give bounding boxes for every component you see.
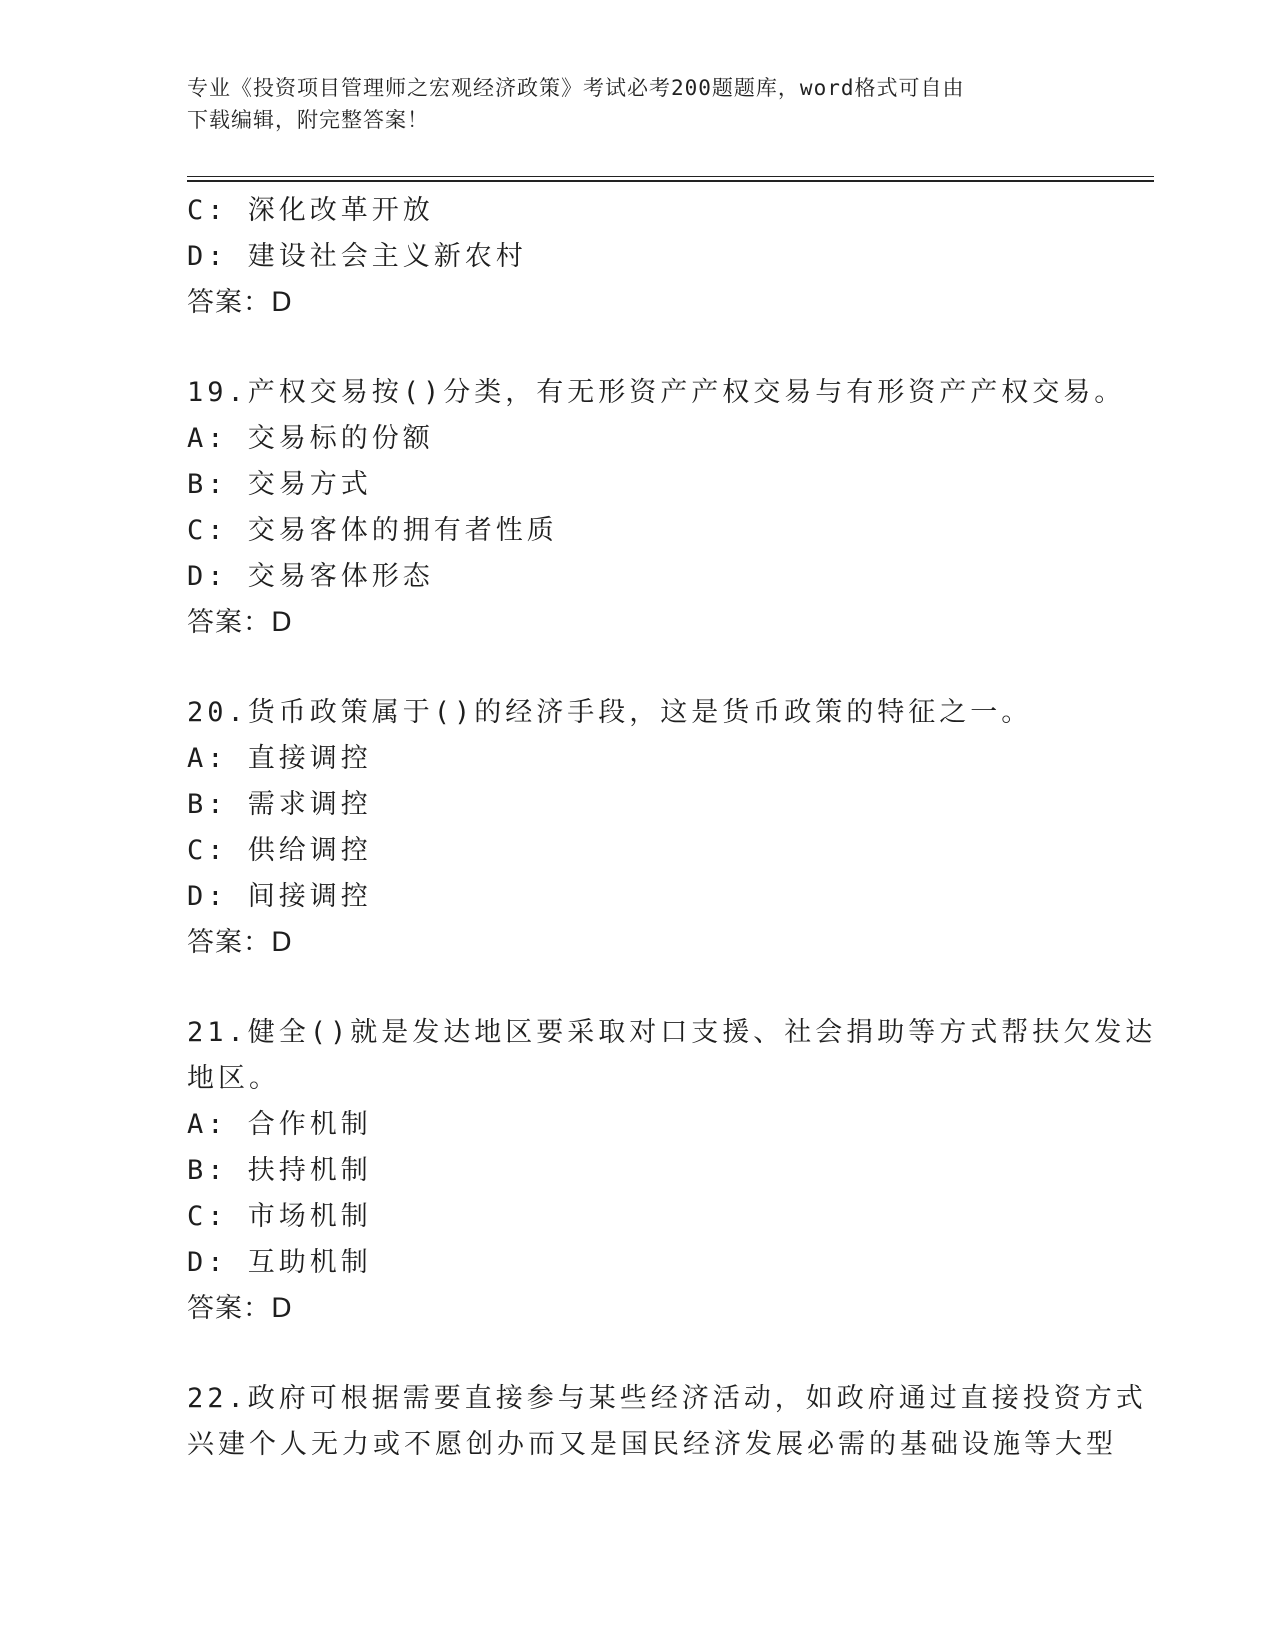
header-divider-thick xyxy=(187,180,1154,182)
question-stem: 19.产权交易按()分类，有无形资产产权交易与有形资产产权交易。 xyxy=(187,377,1126,408)
option-c: C: 深化改革开放 xyxy=(187,195,434,226)
question-block-18-continued xyxy=(187,188,1087,326)
option-a: A: 直接调控 xyxy=(187,743,372,774)
question-block-20 xyxy=(187,690,1087,966)
question-stem-line-2: 地区。 xyxy=(187,1063,280,1094)
option-c: C: 供给调控 xyxy=(187,835,372,866)
question-block-22 xyxy=(187,1376,1147,1468)
option-a: A: 交易标的份额 xyxy=(187,423,434,454)
question-block-21 xyxy=(187,1010,1157,1332)
option-a: A: 合作机制 xyxy=(187,1109,372,1140)
option-d: D: 互助机制 xyxy=(187,1247,372,1278)
option-d: D: 建设社会主义新农村 xyxy=(187,241,527,272)
answer-line: 答案：D xyxy=(187,607,293,638)
option-b: B: 交易方式 xyxy=(187,469,372,500)
header-divider-thin xyxy=(187,176,1154,177)
answer-line: 答案：D xyxy=(187,287,293,318)
option-c: C: 市场机制 xyxy=(187,1201,372,1232)
header-line-1: 专业《投资项目管理师之宏观经济政策》考试必考200题题库，word格式可自由 xyxy=(187,76,965,100)
question-stem: 20.货币政策属于()的经济手段，这是货币政策的特征之一。 xyxy=(187,697,1033,728)
question-stem-line-1: 21.健全()就是发达地区要采取对口支援、社会捐助等方式帮扶欠发达 xyxy=(187,1017,1157,1048)
question-stem-line-1: 22.政府可根据需要直接参与某些经济活动，如政府通过直接投资方式 xyxy=(187,1383,1147,1414)
answer-line: 答案：D xyxy=(187,1293,293,1324)
option-b: B: 扶持机制 xyxy=(187,1155,372,1186)
document-header xyxy=(187,72,1067,136)
option-d: D: 间接调控 xyxy=(187,881,372,912)
question-list xyxy=(187,188,1157,1468)
option-c: C: 交易客体的拥有者性质 xyxy=(187,515,558,546)
option-d: D: 交易客体形态 xyxy=(187,561,434,592)
option-b: B: 需求调控 xyxy=(187,789,372,820)
answer-line: 答案：D xyxy=(187,927,293,958)
question-stem-line-2: 兴建个人无力或不愿创办而又是国民经济发展必需的基础设施等大型 xyxy=(187,1429,1117,1460)
question-block-19 xyxy=(187,370,1126,646)
header-line-2: 下载编辑，附完整答案！ xyxy=(187,108,429,132)
